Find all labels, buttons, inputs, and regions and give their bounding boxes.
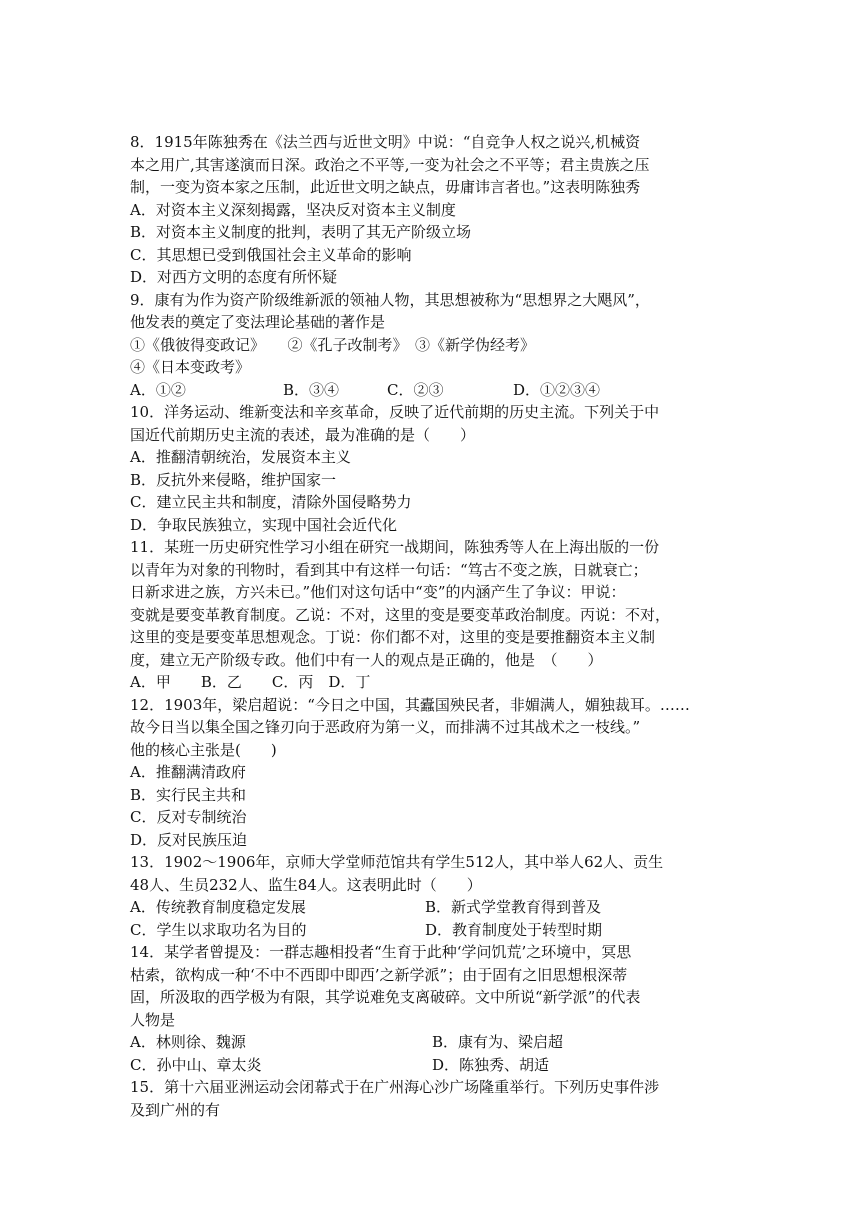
option-b: B．③④ — [283, 380, 340, 399]
option-d: D．对西方文明的态度有所怀疑 — [130, 268, 338, 286]
option-a: A．传统教育制度稳定发展 — [130, 898, 306, 916]
question-9 — [130, 289, 730, 402]
question-stem-line: 10．洋务运动、维新变法和辛亥革命，反映了近代前期的历史主流。下列关于中 — [130, 403, 660, 421]
option-a: A．推翻满清政府 — [130, 763, 246, 781]
question-stem-line: 制，一变为资本家之压制，此近世文明之缺点，毋庸讳言者也。”这表明陈独秀 — [130, 178, 641, 196]
option-a: A．推翻清朝统治，发展资本主义 — [130, 448, 351, 466]
options-line: A．甲 B．乙 C．丙 D．丁 — [130, 673, 371, 691]
option-b: B．对资本主义制度的批判，表明了其无产阶级立场 — [130, 223, 472, 241]
question-stem-line: 13．1902～1906年，京师大学堂师范馆共有学生512人，其中举人62人、贡生 — [130, 853, 664, 871]
question-stem-line: 12．1903年，梁启超说：“今日之中国，其蠹国殃民者，非媚满人，媚独裁耳。…… — [130, 695, 690, 714]
question-stem-line: ④《日本变政考》 — [130, 358, 251, 376]
option-b: B．康有为、梁启超 — [432, 1033, 564, 1051]
question-11 — [130, 536, 730, 694]
question-stem-line: 日新求进之族，方兴未已。”他们对这句话中“变”的内涵产生了争议：甲说： — [130, 583, 626, 601]
question-stem-line: 固，所汲取的西学极为有限，其学说难免支离破碎。文中所说“新学派”的代表 — [130, 988, 641, 1006]
option-b: B．反抗外来侵略，维护国家一 — [130, 470, 337, 489]
option-a: A．①② — [130, 380, 186, 399]
question-stem-line: 这里的变是要变革思想观念。丁说：你们都不对，这里的变是要推翻资本主义制 — [130, 628, 656, 646]
option-a: A．对资本主义深刻揭露，坚决反对资本主义制度 — [130, 200, 456, 219]
option-d: D．反对民族压迫 — [130, 830, 248, 849]
question-stem-line: 48人、生员232人、监生84人。这表明此时（ ） — [130, 875, 482, 894]
question-stem-line: 以青年为对象的刊物时，看到其中有这样一句话：“笃古不变之族，日就衰亡； — [130, 560, 648, 579]
options-row — [130, 1031, 730, 1054]
option-d: D．教育制度处于转型时期 — [425, 920, 603, 939]
question-stem-line: 枯索，欲构成一种‘不中不西即中即西’之新学派”；由于固有之旧思想根深蒂 — [130, 965, 628, 984]
question-stem-line: 他的核心主张是( ) — [130, 740, 277, 759]
question-stem-line: 11．某班一历史研究性学习小组在研究一战期间，陈独秀等人在上海出版的一份 — [130, 538, 660, 556]
options-row — [130, 1054, 730, 1077]
option-c: C．反对专制统治 — [130, 808, 247, 826]
option-b: B．实行民主共和 — [130, 785, 247, 804]
option-a: A．林则徐、魏源 — [130, 1033, 246, 1051]
option-c: C．②③ — [387, 380, 444, 399]
question-stem-line: 故今日当以集全国之锋刃向于恶政府为第一义，而排满不过其战术之一枝线。” — [130, 718, 641, 736]
question-stem-line: ①《俄彼得变政记》 ②《孔子改制考》 ③《新学伪经考》 — [130, 335, 536, 354]
question-stem-line: 他发表的奠定了变法理论基础的著作是 — [130, 313, 386, 331]
question-stem-line: 14．某学者曾提及：一群志趣相投者“生育于此种‘学问饥荒’之环境中，冥思 — [130, 943, 632, 961]
question-14 — [130, 941, 730, 1076]
question-stem-line: 8．1915年陈独秀在《法兰西与近世文明》中说：“自竞争人权之说兴,机械资 — [130, 133, 641, 151]
question-stem-line: 度，建立无产阶级专政。他们中有一人的观点是正确的，他是 （ ） — [130, 650, 603, 669]
options-row — [130, 896, 730, 919]
option-c: C．孙中山、章太炎 — [130, 1055, 262, 1074]
option-b: B．新式学堂教育得到普及 — [425, 898, 602, 916]
question-stem-line: 人物是 — [130, 1010, 176, 1029]
question-stem-line: 国近代前期历史主流的表述，最为准确的是（ ） — [130, 425, 476, 444]
option-d: D．①②③④ — [513, 380, 601, 399]
option-c: C．其思想已受到俄国社会主义革命的影响 — [130, 245, 412, 264]
question-list — [130, 131, 730, 1121]
question-12 — [130, 694, 730, 852]
question-8 — [130, 131, 730, 289]
question-stem-line: 及到广州的有 — [130, 1100, 221, 1119]
option-d: D．争取民族独立，实现中国社会近代化 — [130, 515, 398, 534]
question-10 — [130, 401, 730, 536]
question-stem-line: 本之用广,其害遂演而日深。政治之不平等,一变为社会之不平等；君主贵族之压 — [130, 155, 650, 174]
question-stem-line: 15．第十六届亚洲运动会闭幕式于在广州海心沙广场隆重举行。下列历史事件涉 — [130, 1078, 660, 1096]
question-stem-line: 9．康有为作为资产阶级维新派的领袖人物，其思想被称为“思想界之大飓风”， — [130, 290, 650, 309]
option-c: C．学生以求取功名为目的 — [130, 920, 307, 939]
options-row — [130, 379, 730, 402]
question-13 — [130, 851, 730, 941]
question-stem-line: 变就是要变革教育制度。乙说：不对，这里的变是要变革政治制度。丙说：不对， — [130, 605, 671, 624]
options-row — [130, 919, 730, 942]
question-15 — [130, 1076, 730, 1121]
option-c: C．建立民主共和制度，清除外国侵略势力 — [130, 493, 412, 511]
option-d: D．陈独秀、胡适 — [432, 1055, 550, 1074]
